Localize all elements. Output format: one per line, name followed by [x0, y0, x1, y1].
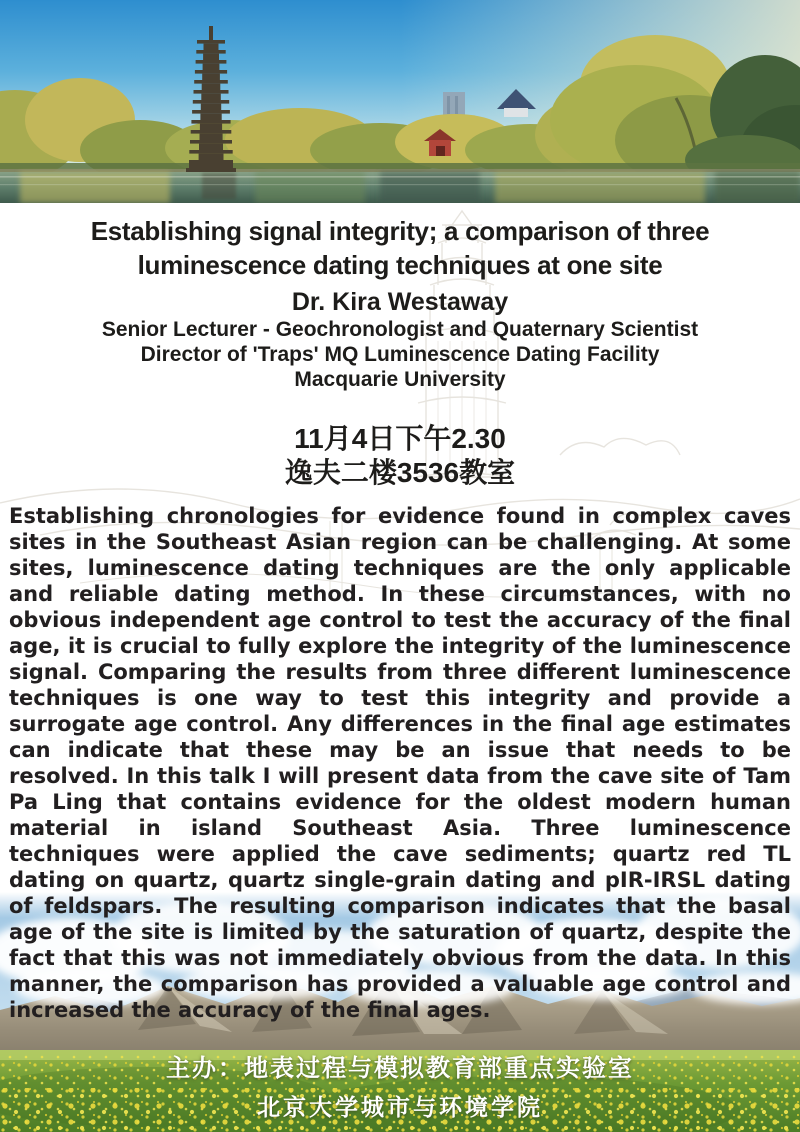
talk-title-line-1: Establishing signal integrity; a comparison of three: [90, 216, 710, 246]
organizer-lab: 主办：地表过程与模拟教育部重点实验室: [166, 1056, 634, 1082]
organizer-department: 北京大学城市与环境学院: [257, 1095, 543, 1120]
organizer-block: [0, 1048, 800, 1122]
talk-title: [14, 214, 786, 282]
event-venue: 逸夫二楼3536教室: [284, 457, 516, 488]
event-details: [0, 422, 800, 490]
event-datetime: 11月4日下午2.30: [294, 423, 506, 454]
poster-content: [0, 203, 800, 1023]
speaker-role-2: Director of 'Traps' MQ Luminescence Dating Facility: [140, 343, 660, 366]
campus-lake-photo: [0, 0, 800, 203]
speaker-role-1: Senior Lecturer - Geochronologist and Quaternary Scientist: [101, 318, 699, 341]
talk-title-line-2: luminescence dating techniques at one site: [137, 250, 663, 280]
speaker-affiliation: Macquarie University: [294, 368, 506, 391]
abstract-text: Establishing chronologies for evidence found in complex caves sites in the Southeast Asian region can be challenging. At some sites, luminescence dating techniques are the only applicable and reliable dating method. In these circumstances, with no obvious independent age control to test the accuracy of the final age, it is crucial to fully explore the integrity of the luminescence signal. Comparing the results from three different luminescence techniques is one way to test this integrity and provide a surrogate age control. Any differences in the final age estimates can indicate that these may be an issue that needs to be resolved. In this talk I will present data from the cave site of Tam Pa Ling that contains evidence for the oldest modern human material in island Southeast Asia. Three luminescence techniques were applied the cave sediments; quartz red TL dating on quartz, quartz single-grain dating and pIR-IRSL dating of feldspars. The resulting comparison indicates that the basal age of the site is limited by the saturation of quartz, despite the fact that this was not immediately obvious from the data. In this manner, the comparison has provided a valuable age control and increased the accuracy of the final ages.: [9, 504, 791, 1022]
speaker-name: Dr. Kira Westaway: [291, 288, 509, 316]
